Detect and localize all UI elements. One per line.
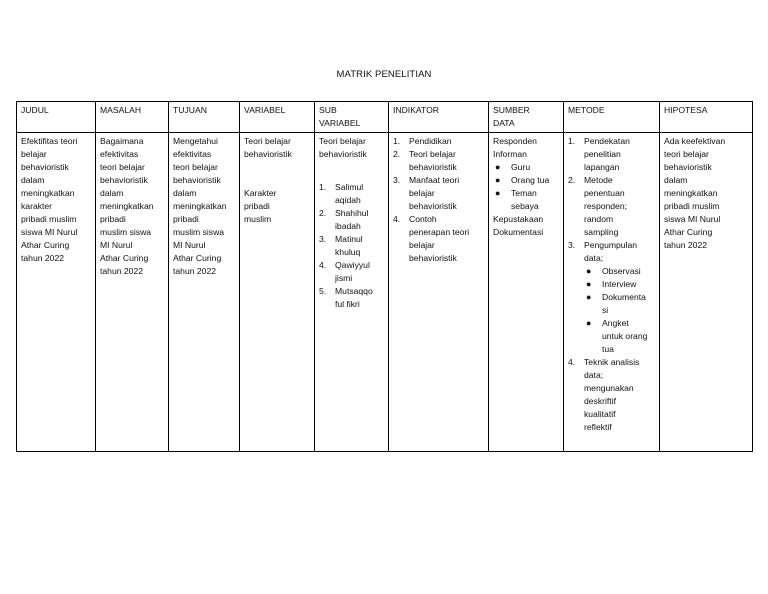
tujuan-line: behavioristik — [173, 175, 221, 185]
item-text-line: behavioristik — [409, 162, 457, 172]
variabel-line: Karakter — [244, 188, 277, 198]
tujuan-line: teori belajar — [173, 162, 218, 172]
hipotesa-line: meningkatkan — [664, 188, 718, 198]
masalah-line: muslim siswa — [100, 227, 152, 237]
numbered-item — [568, 239, 655, 356]
cell-variabel — [240, 133, 315, 452]
variabel-lines — [244, 187, 310, 226]
bullet-icon: ● — [586, 279, 592, 289]
masalah-line: Athar Curing — [100, 253, 149, 263]
header-hipotesa-label: HIPOTESA — [664, 105, 708, 115]
item-text-line: Mutsaqqo — [335, 286, 373, 296]
item-text-line: Qawiyyul — [335, 260, 370, 270]
judul-line: Athar Curing — [21, 240, 70, 250]
hipotesa-line: tahun 2022 — [664, 240, 708, 250]
bullet-icon: ● — [586, 266, 592, 276]
spacer — [319, 161, 384, 181]
item-text-line: data; — [584, 253, 604, 263]
hipotesa-line: pribadi muslim — [664, 201, 720, 211]
item-text-line: penelitian — [584, 149, 621, 159]
judul-line: belajar — [21, 149, 47, 159]
item-number: 5. — [319, 286, 327, 296]
tujuan-line: dalam — [173, 188, 197, 198]
bullet-item — [584, 317, 655, 356]
item-number: 4. — [568, 357, 576, 367]
item-text-line: aqidah — [335, 195, 361, 205]
item-text-line: belajar — [409, 240, 435, 250]
tujuan-line: MI Nurul — [173, 240, 206, 250]
masalah-line: behavioristik — [100, 175, 148, 185]
sumber-informan: Informan — [493, 149, 527, 159]
numbered-item — [319, 233, 384, 259]
masalah-line: teori belajar — [100, 162, 145, 172]
item-text-line: Pendekatan — [584, 136, 630, 146]
tujuan-line: muslim siswa — [173, 227, 225, 237]
numbered-item — [568, 135, 655, 174]
masalah-line: Bagaimana — [100, 136, 144, 146]
numbered-item — [393, 174, 484, 213]
variabel-lines — [244, 135, 310, 161]
document-title: MATRIK PENELITIAN — [336, 69, 432, 80]
item-text-line: reflektif — [584, 422, 612, 432]
item-text-line: Pengumpulan — [584, 240, 638, 250]
masalah-line: meningkatkan — [100, 201, 154, 211]
bullet-icon: ● — [495, 188, 501, 198]
item-text-line: Manfaat teori — [409, 175, 460, 185]
header-masalah-label: MASALAH — [100, 105, 142, 115]
header-variabel-label: VARIABEL — [244, 105, 286, 115]
item-text-line: penerapan teori — [409, 227, 470, 237]
item-text-line: khuluq — [335, 247, 361, 257]
item-text-line: Observasi — [602, 266, 641, 276]
bullet-icon: ● — [495, 162, 501, 172]
header-row — [17, 102, 753, 133]
bullet-icon: ● — [586, 292, 592, 302]
bullet-item — [584, 291, 655, 317]
item-text-line: Guru — [511, 162, 531, 172]
item-text-line: Contoh — [409, 214, 437, 224]
item-text-line: mengunakan — [584, 383, 634, 393]
item-number: 4. — [319, 260, 327, 270]
cell-indikator — [389, 133, 489, 452]
numbered-item — [319, 259, 384, 285]
item-text-line: Angket — [602, 318, 629, 328]
item-number: 2. — [319, 208, 327, 218]
header-tujuan-label: TUJUAN — [173, 105, 207, 115]
item-text-line: Teori belajar — [409, 149, 456, 159]
item-number: 1. — [319, 182, 327, 192]
numbered-item — [319, 285, 384, 311]
tujuan-line: pribadi — [173, 214, 199, 224]
item-text-line: Teknik analisis — [584, 357, 640, 367]
tujuan-line: meningkatkan — [173, 201, 227, 211]
item-text-line: ibadah — [335, 221, 361, 231]
numbered-item — [319, 181, 384, 207]
indikator-list — [393, 135, 484, 265]
masalah-lines — [100, 135, 164, 278]
item-number: 1. — [568, 136, 576, 146]
cell-tujuan — [169, 133, 240, 452]
item-text-line: si — [602, 305, 609, 315]
item-text-line: belajar — [409, 188, 435, 198]
judul-line: meningkatkan — [21, 188, 75, 198]
cell-hipotesa — [660, 133, 753, 452]
judul-line: pribadi muslim — [21, 214, 77, 224]
item-text-line: jismi — [335, 273, 353, 283]
variabel-line: muslim — [244, 214, 272, 224]
numbered-item — [393, 213, 484, 265]
item-text-line: behavioristik — [409, 201, 457, 211]
item-number: 2. — [393, 149, 401, 159]
spacer — [244, 161, 310, 187]
bullet-item — [493, 174, 559, 187]
masalah-line: pribadi — [100, 214, 126, 224]
header-sumber-data — [489, 102, 564, 133]
item-number: 1. — [393, 136, 401, 146]
hipotesa-lines — [664, 135, 748, 252]
item-text-line: Metode — [584, 175, 613, 185]
tujuan-line: efektivitas — [173, 149, 212, 159]
numbered-item — [393, 148, 484, 174]
item-text-line: sampling — [584, 227, 619, 237]
hipotesa-line: Athar Curing — [664, 227, 713, 237]
hipotesa-line: dalam — [664, 175, 688, 185]
item-text-line: penentuan — [584, 188, 625, 198]
numbered-item — [319, 207, 384, 233]
header-metode-label: METODE — [568, 105, 605, 115]
hipotesa-line: behavioristik — [664, 162, 712, 172]
pengumpulan-data-sublist — [584, 265, 655, 356]
judul-line: behavioristik — [21, 162, 69, 172]
item-text-line: Interview — [602, 279, 637, 289]
cell-masalah — [96, 133, 169, 452]
item-text-line: tua — [602, 344, 614, 354]
sub-variabel-list — [319, 181, 384, 311]
sumber-responden: Responden — [493, 136, 537, 146]
tujuan-line: tahun 2022 — [173, 266, 217, 276]
item-number: 3. — [319, 234, 327, 244]
sumber-kepustakaan: Kepustakaan — [493, 214, 544, 224]
item-text-line: random — [584, 214, 614, 224]
tujuan-line: Athar Curing — [173, 253, 222, 263]
sub-variabel-head-lines — [319, 135, 384, 161]
bullet-icon: ● — [495, 175, 501, 185]
header-sub-variabel-line: SUB — [319, 105, 337, 115]
sub-variabel-head-line: Teori belajar — [319, 136, 366, 146]
tujuan-lines — [173, 135, 235, 278]
item-text-line: responden; — [584, 201, 628, 211]
judul-line: karakter — [21, 201, 53, 211]
item-text-line: ful fikri — [335, 299, 360, 309]
header-indikator — [389, 102, 489, 133]
masalah-line: efektivitas — [100, 149, 139, 159]
item-text-line: Shahihul — [335, 208, 369, 218]
item-text-line: kualitatif — [584, 409, 616, 419]
item-number: 4. — [393, 214, 401, 224]
item-text-line: Salimul — [335, 182, 364, 192]
item-text-line: untuk orang — [602, 331, 648, 341]
header-sub-variabel-line: VARIABEL — [319, 118, 361, 128]
header-variabel — [240, 102, 315, 133]
item-text-line: lapangan — [584, 162, 620, 172]
item-text-line: Teman — [511, 188, 537, 198]
item-text-line: Pendidikan — [409, 136, 452, 146]
bullet-item — [493, 187, 559, 213]
item-text-line: sebaya — [511, 201, 539, 211]
sumber-informan-list — [493, 161, 559, 213]
item-number: 3. — [568, 240, 576, 250]
masalah-line: MI Nurul — [100, 240, 133, 250]
variabel-line: behavioristik — [244, 149, 292, 159]
item-text-line: behavioristik — [409, 253, 457, 263]
item-text-line: Orang tua — [511, 175, 550, 185]
variabel-line: Teori belajar — [244, 136, 291, 146]
numbered-item — [568, 174, 655, 239]
header-sumber-data-line: DATA — [493, 118, 515, 128]
header-judul-label: JUDUL — [21, 105, 49, 115]
cell-metode — [564, 133, 660, 452]
cell-sumber-data — [489, 133, 564, 452]
bullet-icon: ● — [586, 318, 592, 328]
header-hipotesa — [660, 102, 753, 133]
bullet-item — [584, 278, 655, 291]
judul-line: dalam — [21, 175, 45, 185]
item-text-line: Dokumenta — [602, 292, 646, 302]
judul-line: tahun 2022 — [21, 253, 65, 263]
hipotesa-line: siswa MI Nurul — [664, 214, 721, 224]
judul-line: siswa MI Nurul — [21, 227, 78, 237]
judul-line: Efektifitas teori — [21, 136, 78, 146]
header-masalah — [96, 102, 169, 133]
bullet-item — [493, 161, 559, 174]
tujuan-line: Mengetahui — [173, 136, 218, 146]
header-sumber-data-line: SUMBER — [493, 105, 530, 115]
judul-lines — [21, 135, 91, 265]
header-metode — [564, 102, 660, 133]
sumber-dokumentasi: Dokumentasi — [493, 227, 544, 237]
item-text-line: data; — [584, 370, 604, 380]
metode-list — [568, 135, 655, 434]
numbered-item — [568, 356, 655, 434]
masalah-line: tahun 2022 — [100, 266, 144, 276]
hipotesa-line: teori belajar — [664, 149, 709, 159]
item-number: 2. — [568, 175, 576, 185]
cell-judul — [17, 133, 96, 452]
content-row — [17, 133, 753, 452]
header-sub-variabel — [315, 102, 389, 133]
masalah-line: dalam — [100, 188, 124, 198]
sub-variabel-head-line: behavioristik — [319, 149, 367, 159]
numbered-item — [393, 135, 484, 148]
item-text-line: Matinul — [335, 234, 363, 244]
item-number: 3. — [393, 175, 401, 185]
item-text-line: deskriftif — [584, 396, 616, 406]
header-judul — [17, 102, 96, 133]
header-tujuan — [169, 102, 240, 133]
cell-sub-variabel — [315, 133, 389, 452]
hipotesa-line: Ada keefektivan — [664, 136, 726, 146]
header-indikator-label: INDIKATOR — [393, 105, 439, 115]
research-matrix-table — [16, 101, 753, 452]
variabel-line: pribadi — [244, 201, 270, 211]
bullet-item — [584, 265, 655, 278]
